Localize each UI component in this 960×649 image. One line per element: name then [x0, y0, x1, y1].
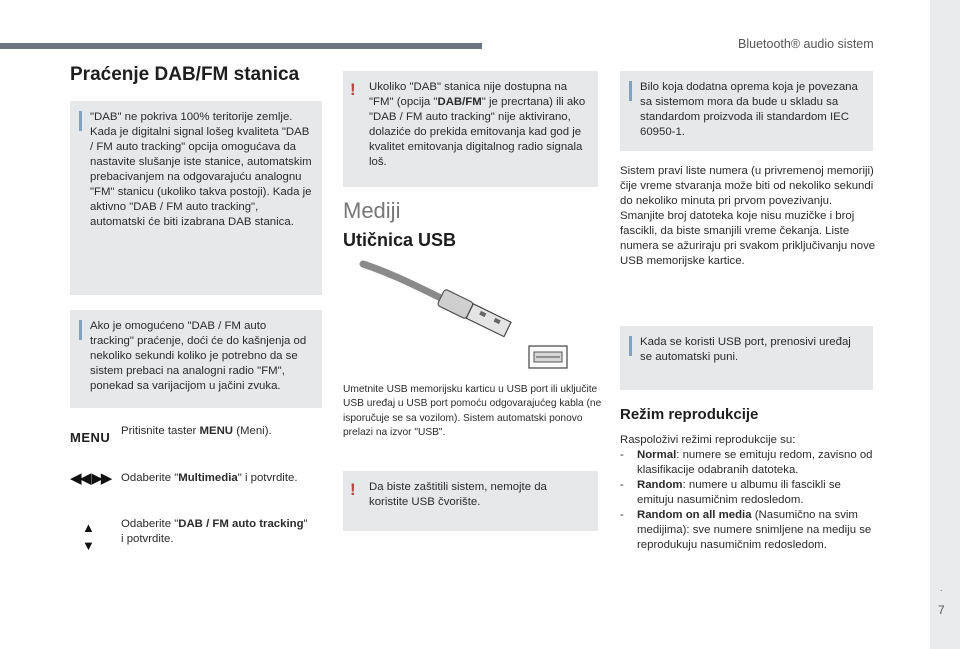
- usb-socket-title: Utičnica USB: [343, 230, 457, 250]
- note-text: "DAB" ne pokriva 100% teritorije zemlje. Kada je digitalni signal lošeg kvaliteta "DAB / FM auto tracking" opcija omogućava da nastavite slušanje iste stanice, automatskim prebacivanjem na odgovarajuću analognu "FM" stanicu (ukoliko takva postoji). Kada je aktivno "DAB / FM auto tracking", automatski će biti izabrana DAB stanica.: [90, 111, 312, 228]
- header-rule: [0, 43, 482, 49]
- info-note-dab-coverage: [70, 101, 322, 295]
- step-select-multimedia: Odaberite "Multimedia" i potvrdite.: [121, 472, 298, 484]
- list-item: - Random: numere u albumu ili fascikli se emituju nasumičnim redosledom.: [620, 479, 841, 506]
- info-note-iec-standard: Bilo koja dodatna oprema koja je povezana sa sistemom mora da bude u skladu sa standardom proizvoda ili standardom IEC 60950-1.: [620, 71, 873, 151]
- page-edge-strip: [930, 0, 960, 649]
- menu-key-icon: MENU: [70, 430, 111, 445]
- playback-mode-title: Režim reprodukcije: [620, 406, 759, 423]
- arrow-down-icon: ▼: [82, 538, 95, 553]
- note-text: Ako je omogućeno "DAB / FM auto tracking" praćenje, doći će do kašnjenja od nekoliko sekundi koliko je potrebno da se sistem prebaci na analogni radio "FM", ponekad sa varijacijom u jačini zvuka.: [90, 320, 307, 392]
- section-title: Praćenje DAB/FM stanica: [70, 64, 300, 85]
- warning-icon: !: [350, 80, 356, 99]
- playback-mode-intro: Raspoloživi režimi reprodukcije su:: [620, 434, 796, 446]
- running-header: Bluetooth® audio sistem: [738, 37, 874, 51]
- step-press-menu: Pritisnite taster MENU (Meni).: [121, 425, 272, 437]
- playlist-paragraph: Sistem pravi liste numera (u privremenoj memoriji) čije vreme stvaranja može biti od nekoliko sekundi do nekoliko minuta pri prvom povezivanju. Smanjite broj datoteka koje nisu muzičke i broj fascikli, da biste smanjili vreme čekanja. Liste numera se ažuriraju pri svakom priključivanju nove USB memorijske kartice.: [620, 165, 876, 267]
- info-icon: [629, 81, 632, 101]
- media-title: Mediji: [343, 198, 401, 223]
- warning-note-dab-unavailable: ! Ukoliko "DAB" stanica nije dostupna na "FM" (opcija "DAB/FM" je precrtana) ili ako "DAB / FM auto tracking" nije aktivirano, dolaziće do prekida emitovanja kad god je kvalitet emitovanja digitalnog radio signala loš.: [343, 71, 598, 187]
- info-icon: [79, 320, 82, 340]
- info-note-usb-charging: Kada se koristi USB port, prenosivi uređaj se automatski puni.: [620, 326, 873, 390]
- list-item: - Random on all media (Nasumično na svim medijima): sve numere snimljene na mediju se reprodukuju nasumičnim redosledom.: [620, 509, 872, 551]
- warning-icon: !: [350, 480, 356, 499]
- step-select-dab-fm: Odaberite "DAB / FM auto tracking" i potvrdite.: [121, 518, 308, 545]
- usb-plug-illustration: [343, 259, 573, 374]
- playback-mode-list: [620, 448, 880, 553]
- usb-caption: Umetnite USB memorijsku karticu u USB port ili uključite USB uređaj u USB port pomoću odgovarajućeg kabla (ne isporučuje se sa vozilom). Sistem automatski ponovo prelazi na izvor "USB".: [343, 384, 602, 438]
- page-number: 7: [938, 603, 945, 617]
- info-note-dab-delay: [70, 310, 322, 408]
- warning-note-usb-hub: ! Da biste zaštitili sistem, nemojte da koristite USB čvorište.: [343, 471, 598, 531]
- continuation-mark: .: [940, 583, 943, 593]
- arrow-up-icon: ▲: [82, 520, 95, 535]
- info-icon: [79, 111, 82, 131]
- up-down-arrows-icon: [82, 519, 95, 555]
- info-icon: [629, 336, 632, 356]
- left-right-arrows-icon: ◀◀ ▶▶: [70, 470, 111, 487]
- list-item: - Normal: numere se emituju redom, zavisno od klasifikacije odabranih datoteka.: [620, 449, 873, 476]
